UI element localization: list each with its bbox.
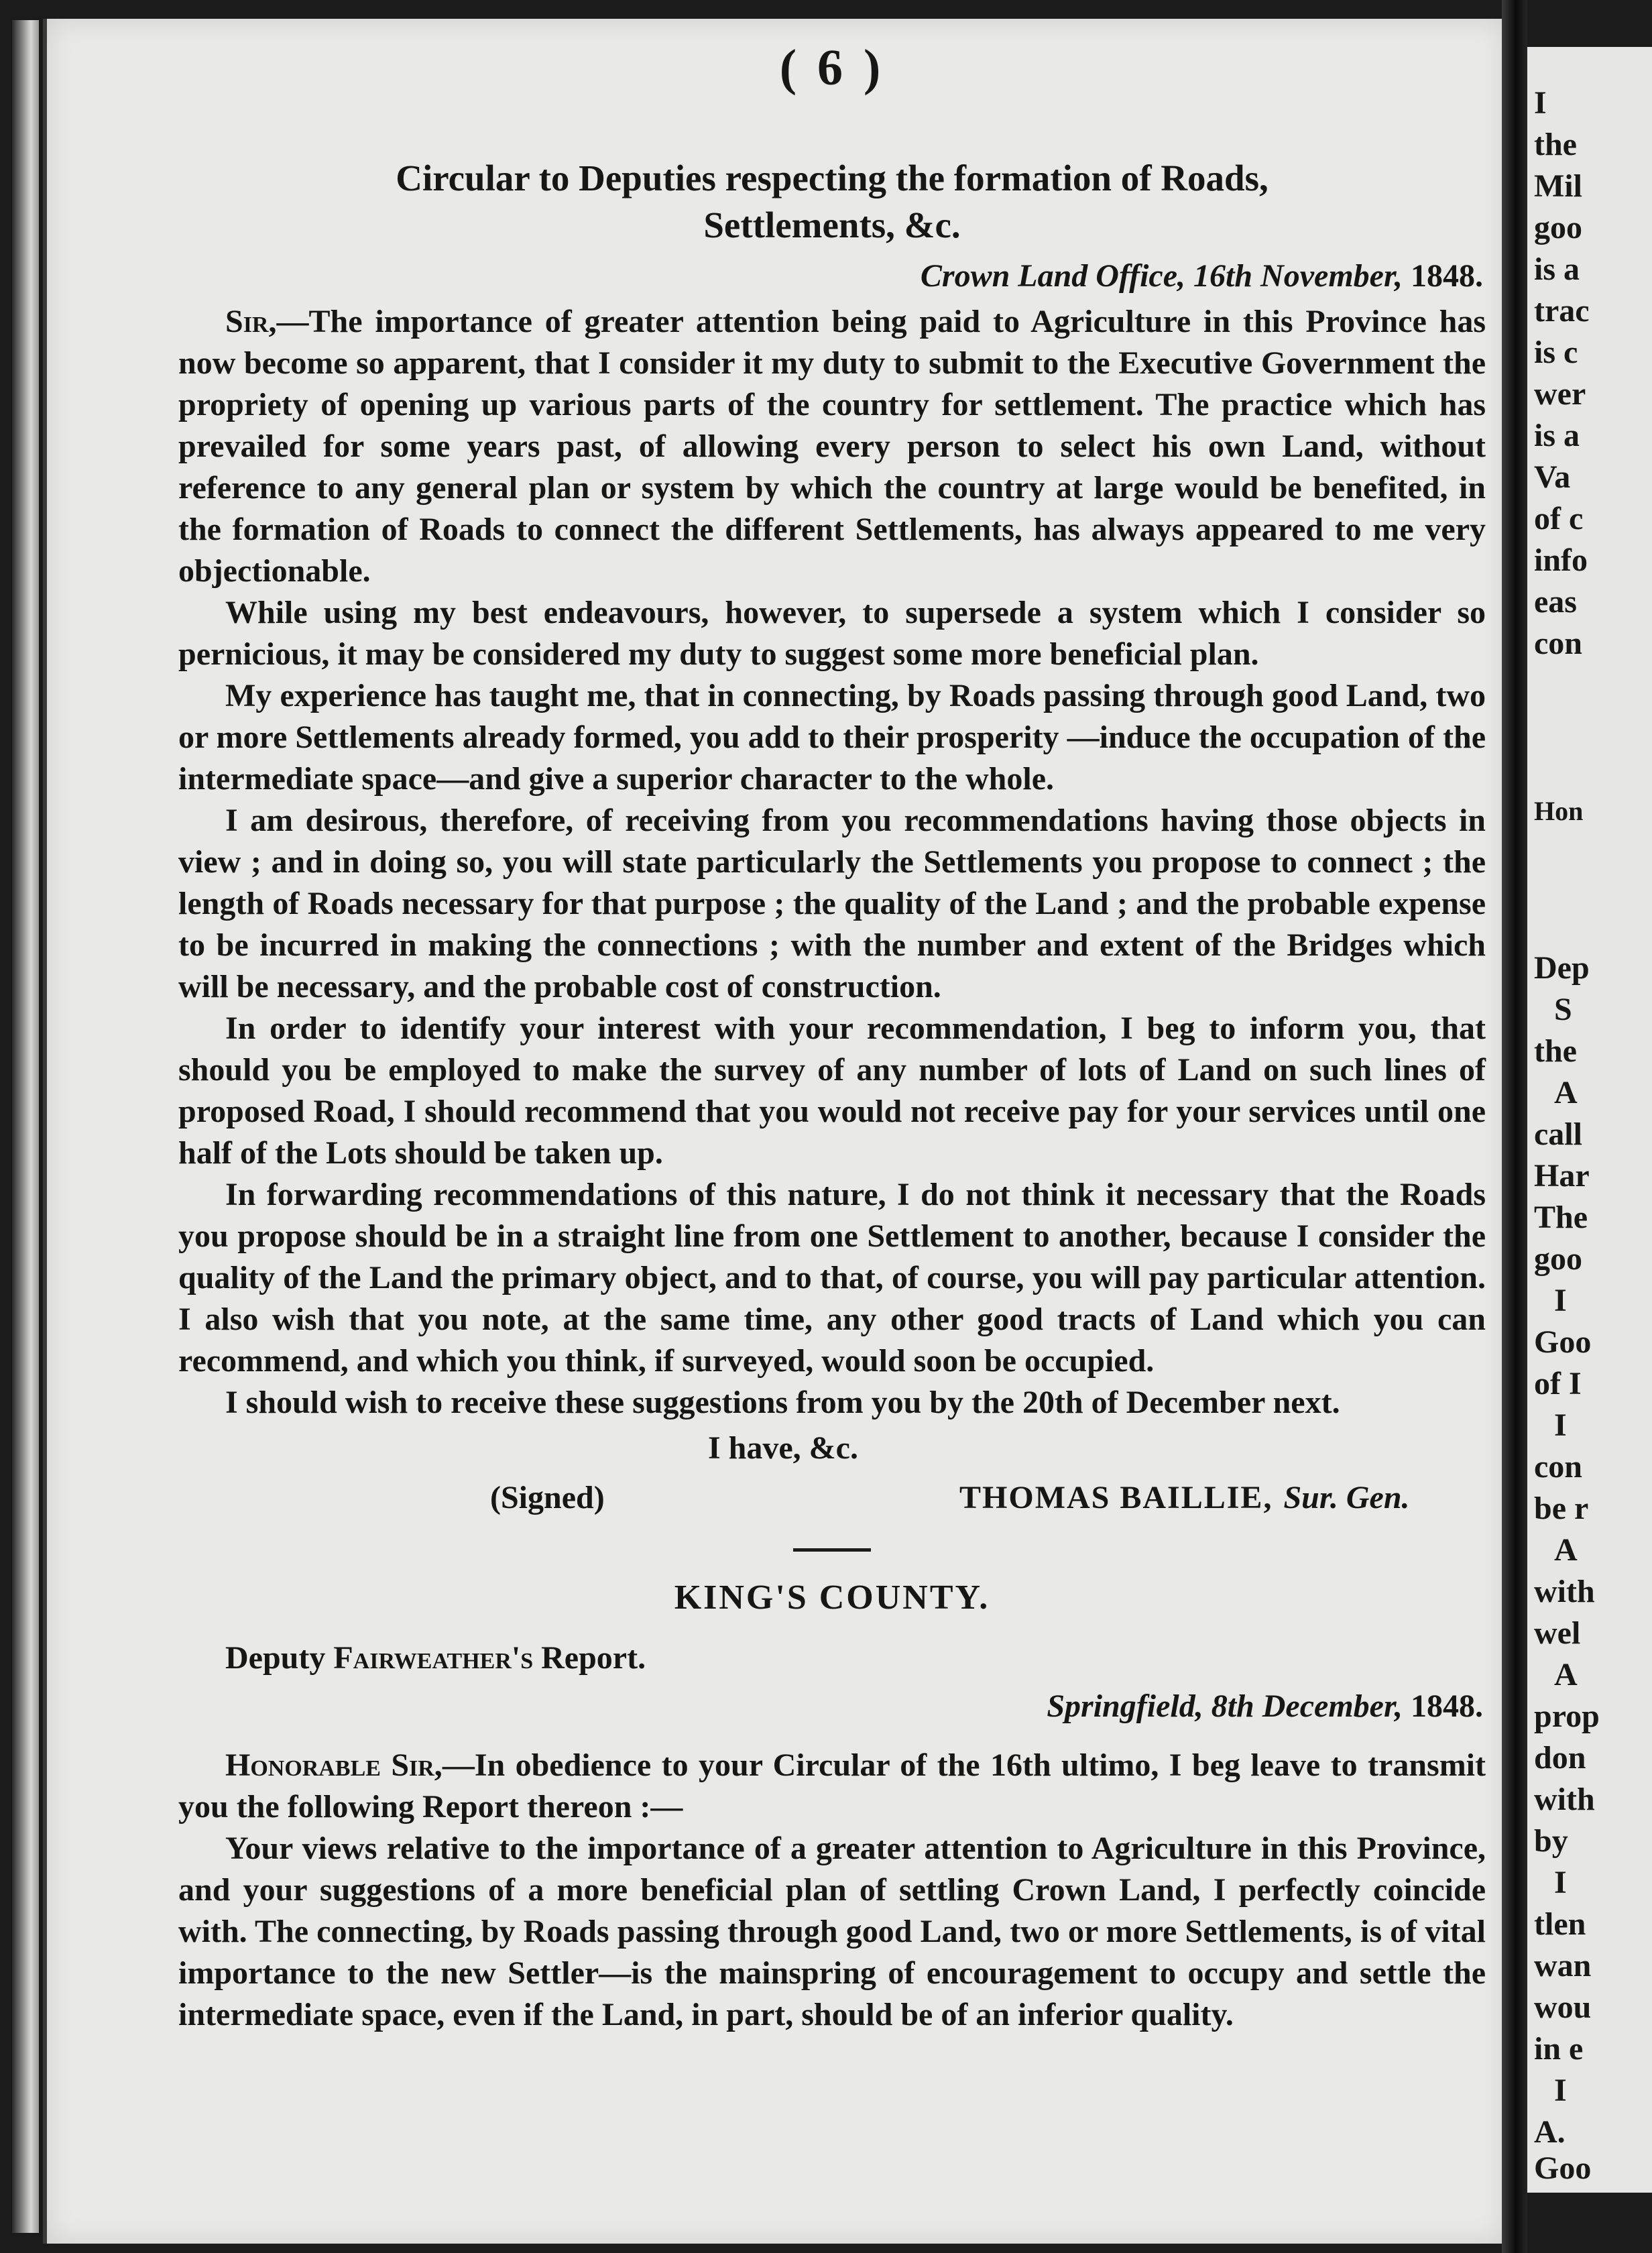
previous-page-edge — [12, 20, 39, 2233]
section-divider — [793, 1548, 871, 1552]
closing-line: I have, &c. — [708, 1430, 858, 1466]
next-page-fragment: goo — [1534, 210, 1582, 245]
dateline-year: 1848. — [1411, 258, 1483, 294]
next-page-fragment: trac — [1534, 293, 1590, 329]
next-page-fragment: I — [1554, 1407, 1567, 1443]
next-page-fragment: con — [1534, 626, 1582, 661]
next-page-fragment: eas — [1534, 584, 1577, 620]
signed-label: (Signed) — [490, 1480, 605, 1515]
next-page-fragment: I — [1554, 2073, 1567, 2108]
circular-salutation: Sir, — [225, 304, 277, 339]
next-page-fragment: A — [1554, 1532, 1578, 1568]
next-page-fragment: wou — [1534, 1989, 1592, 2025]
circular-paragraph-4: I am desirous, therefore, of receiving from you recommendations having those objects in view ; and in doing so, you will state particularly the Settlements you propose to connect ; the length of Roads necessary for that purpose ; the quality of the Land ; and the probable expense to be incurred in making the connections ; with the number and extent of the Bridges which will be necessary, and the probable cost of construction. — [178, 803, 1486, 1004]
report-paragraph-1-text: —In obedience to your Circular of the 16th ultimo, I beg leave to transmit you the following Report thereon :— — [178, 1747, 1486, 1825]
next-page-fragment: I — [1554, 1283, 1567, 1318]
document-page — [43, 19, 1506, 2244]
circular-dateline — [178, 255, 1483, 297]
report-paragraph-1 — [178, 1745, 1486, 1828]
next-page-fragment: is c — [1534, 335, 1578, 370]
next-page-fragment: prop — [1534, 1698, 1600, 1734]
report-deputy-name: Fairweather's — [333, 1640, 534, 1676]
next-page-fragment: by — [1534, 1823, 1568, 1859]
next-page-fragment: Goo — [1534, 2150, 1592, 2186]
next-page-fragment: Goo — [1534, 1324, 1592, 1360]
circular-paragraph-1 — [178, 301, 1486, 592]
circular-section — [178, 155, 1486, 1519]
report-prefix: Deputy — [225, 1640, 334, 1676]
next-page-fragment: tlen — [1534, 1906, 1586, 1942]
next-page-fragment: is a — [1534, 418, 1580, 453]
report-date-place: Springfield, — [1047, 1688, 1203, 1724]
next-page-fragment: Mil — [1534, 168, 1582, 204]
next-page-fragment: don — [1534, 1740, 1586, 1776]
circular-paragraph-7: I should wish to receive these suggestions from you by the 20th of December next. — [225, 1385, 1340, 1420]
dateline-date: 16th November, — [1193, 258, 1403, 294]
next-page-fragment: A. — [1534, 2114, 1566, 2150]
next-page-fragment: with — [1534, 1782, 1595, 1817]
report-dateline — [178, 1686, 1483, 1727]
next-page-fragment: wel — [1534, 1615, 1581, 1651]
circular-title-line-2: Settlements, &c. — [703, 205, 961, 245]
next-page-fragment: A — [1554, 1075, 1578, 1110]
next-page-fragment: Dep — [1534, 950, 1590, 986]
page-number: ( 6 ) — [779, 40, 885, 96]
report-title — [225, 1637, 1486, 1679]
kings-county-heading: KING'S COUNTY. — [674, 1578, 990, 1617]
report-date-year: 1848. — [1411, 1688, 1483, 1724]
next-page-fragment: wer — [1534, 376, 1586, 412]
next-page-fragment: goo — [1534, 1241, 1582, 1277]
next-page-fragment: of c — [1534, 501, 1584, 536]
next-page-fragment: The — [1534, 1200, 1588, 1235]
signatory-name: THOMAS BAILLIE, — [959, 1480, 1273, 1515]
next-page-fragment: info — [1534, 542, 1588, 578]
next-page-fragment: wan — [1534, 1948, 1592, 1983]
circular-paragraph-2: While using my best endeavours, however, to supersede a system which I consider so pernicious, it may be considered my duty to suggest some more beneficial plan. — [178, 595, 1486, 672]
next-page-fragment: Har — [1534, 1158, 1590, 1194]
circular-paragraph-5: In order to identify your interest with your recommendation, I beg to inform you, that should you be employed to make the survey of any number of lots of Land on such lines of proposed Road, I should recommend that you would not receive pay for your services until one half of the Lots should be taken up. — [178, 1010, 1486, 1171]
dateline-place: Crown Land Office, — [920, 258, 1186, 294]
next-page-fragment: is a — [1534, 251, 1580, 287]
circular-paragraph-6: In forwarding recommendations of this nature, I do not think it necessary that the Roads you propose should be in a straight line from one Settlement to another, because I consider the quality of the Land the primary object, and to that, of course, you will pay particular attention. I also wish that you note, at the same time, any other good tracts of Land which you can recommend, and which you think, if surveyed, would soon be occupied. — [178, 1177, 1486, 1379]
next-page-fragment: call — [1534, 1116, 1582, 1152]
page-content — [178, 39, 1486, 2036]
next-page-fragment: be r — [1534, 1491, 1589, 1526]
report-paragraph-2: Your views relative to the importance of a greater attention to Agriculture in this Province, and your suggestions of a more beneficial plan of settling Crown Land, I perfectly coincide with. The connecting, by Roads passing through good Land, two or more Settlements, is of vital importance to the new Settler—is the mainspring of encouragement to occupy and settle the intermediate space, even if the Land, in part, should be of an inferior quality. — [178, 1831, 1486, 2032]
next-page-fragment: I — [1534, 85, 1547, 121]
next-page-fragment: Va — [1534, 459, 1571, 495]
next-page-fragment: S — [1554, 992, 1572, 1027]
report-date-date: 8th December, — [1211, 1688, 1403, 1724]
next-page-fragment: the — [1534, 127, 1577, 162]
next-page-fragment: A — [1554, 1657, 1578, 1692]
report-salutation: Honorable Sir, — [225, 1747, 442, 1783]
kings-county-section — [178, 1576, 1486, 2036]
next-page-fragment: con — [1534, 1449, 1582, 1485]
next-page-fragment: of I — [1534, 1366, 1582, 1401]
next-page-edge — [1527, 47, 1652, 2193]
report-suffix: Report. — [533, 1640, 646, 1676]
next-page-fragment: the — [1534, 1033, 1577, 1069]
signatory-title: Sur. Gen. — [1283, 1480, 1410, 1515]
circular-title-line-1: Circular to Deputies respecting the formation of Roads, — [396, 158, 1268, 198]
next-page-fragment: Hon — [1534, 796, 1584, 826]
circular-paragraph-1-text: —The importance of greater attention being paid to Agriculture in this Province has now become so apparent, that I consider it my duty to submit to the Executive Government the propriety of opening up various parts of the country for settlement. The practice which has prevailed for some years past, of allowing every person to select his own Land, without reference to any general plan or system by which the country at large would be benefited, in the formation of Roads to connect the different Settlements, has always appeared to me very objectionable. — [178, 304, 1486, 589]
signature-line — [178, 1477, 1486, 1519]
circular-paragraph-3: My experience has taught me, that in connecting, by Roads passing through good Land, two or more Settlements already formed, you add to their prosperity —induce the occupation of the intermediate space—and give a superior character to the whole. — [178, 678, 1486, 797]
next-page-fragment: with — [1534, 1574, 1595, 1609]
next-page-fragment: I — [1554, 1865, 1567, 1900]
book-gutter — [1502, 0, 1527, 2253]
next-page-fragment: in e — [1534, 2031, 1584, 2067]
